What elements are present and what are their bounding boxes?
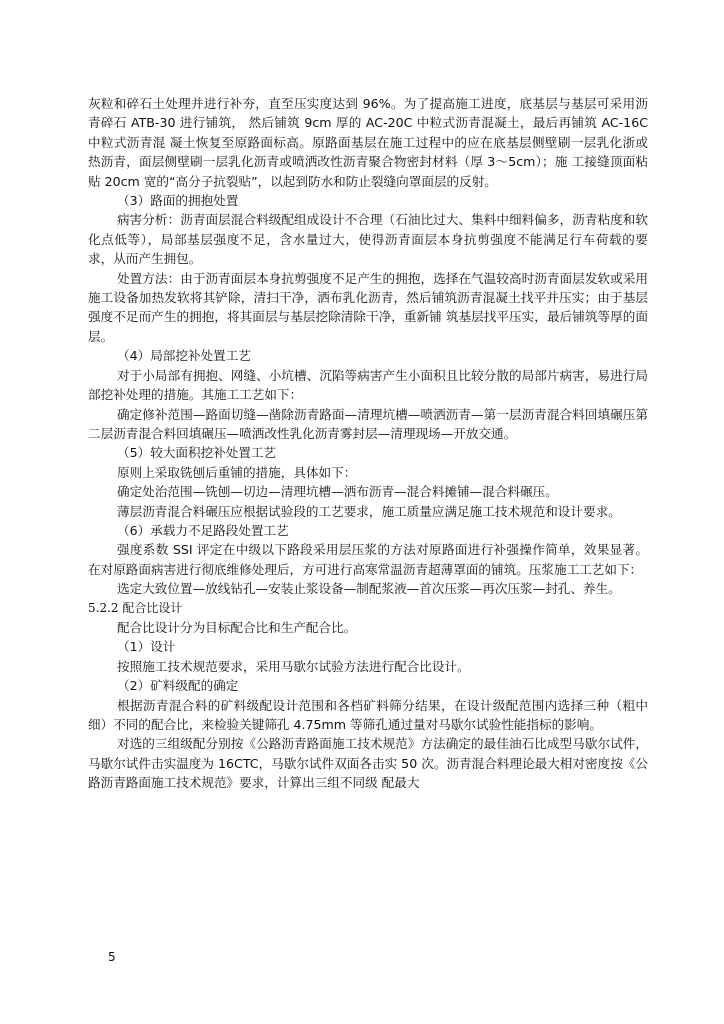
paragraph-marshall-method: 按照施工技术规范要求，采用马歇尔试验方法进行配合比设计。 [117,658,470,674]
paragraph-local-patching-steps: 确定修补范围—路面切缝—凿除沥青路面—清理坑槽—喷洒沥青—第一层沥青混合料回填碾压第二层沥青混合料回填碾压—喷洒改性乳化沥青雾封层—清理现场—开放交通。 [88,406,648,441]
paragraph-large-area-steps: 确定处治范围—铣刨—切边—清理坑槽—洒布沥青—混合料摊铺—混合料碾压。 [117,484,558,500]
paragraph-continuation: 灰粒和碎石土处理并进行补夯，直至压实度达到 96%。为了提高施工进度，底基层与基层可采用沥青碎石 ATB-30 进行铺筑， 然后铺筑 9cm 厚的 AC-20C 中粒式沥青混凝土，最后再铺筑 AC-16C 中粒式沥青混 凝土恢复至原路面标高。原路面基层在施工过程中的应在底基层侧壁刷一层乳化浙或 热沥青，面层侧壁刷一层乳化沥青或喷洒改性沥青聚合物密封材料（厚 3〜5cm）；施 工接缝顶面粘贴 20cm 宽的“高分子抗裂贴”，以起到防水和防止裂缝向罩面层的反射。 [88,96,648,189]
paragraph-large-area-principle: 原则上采取铣刨后重铺的措施，具体如下： [117,464,357,480]
heading-design: （1）设计 [117,639,176,655]
paragraph-local-patching-intro: 对于小局部有拥抱、网缝、小坑槽、沉陷等病害产生小面积且比较分散的局部片病害，易进行局部挖补处理的措施。其施工工艺如下： [88,367,648,403]
paragraph-thin-layer-requirement: 薄层沥青混合料碾压应根据试验段的工艺要求，施工质量应满足施工技术规范和设计要求。 [117,503,621,519]
heading-large-area-patching: （5）较大面积挖补处置工艺 [117,445,277,461]
paragraph-defect-analysis: 病害分析：沥青面层混合料级配组成设计不合理（石油比过大、集料中细料偏多，沥青粘度和软化点低等），局部基层强度不足，含水量过大，使得沥青面层本身抗剪强度不能满足行车荷载的要求，从而产生拥包。 [88,212,648,267]
body-text [88,94,648,793]
paragraph-gradation-selection: 根据沥青混合料的矿料级配设计范围和各档矿料筛分结果，在设计级配范围内选择三种（粗中细）不同的配合比，来检验关键筛孔 4.75mm 等筛孔通过量对马歇尔试验性能指标的影响。 [88,697,648,732]
heading-insufficient-capacity: （6）承载力不足路段处置工艺 [117,522,289,538]
heading-gradation: （2）矿料级配的确定 [117,678,239,694]
section-heading-mix-design: 5.2.2 配合比设计 [88,600,183,615]
paragraph-ssi-grouting: 强度系数 SSI 评定在中级以下路段采用层压浆的方法对原路面进行补强操作简单，效果显著。在对原路面病害进行彻底维修处理后，方可进行高寒常温沥青超薄罩面的铺筑。压浆施工工艺如下： [88,542,648,577]
heading-bulge-treatment: （3）路面的拥抱处置 [117,193,239,209]
paragraph-mix-design-intro: 配合比设计分为目标配合比和生产配合比。 [117,619,357,635]
paragraph-treatment-method: 处置方法：由于沥青面层本身抗剪强度不足产生的拥抱，选择在气温较高时沥青面层发软或采用施工设备加热发软将其铲除，清扫干净，洒布乳化沥青，然后铺筑沥青混凝土找平并压实；由于基层强度不足而产生的拥抱，将其面层与基层挖除清除干净，重新铺 筑基层找平压实，最后铺筑等厚的面层。 [88,270,648,344]
paragraph-grouting-steps: 选定大致位置—放线钻孔—安装止浆设备—制配浆液—首次压浆—再次压浆—封孔、养生。 [117,581,621,597]
page-number: 5 [108,950,116,964]
paragraph-marshall-specimens: 对选的三组级配分别按《公路沥青路面施工技术规范》方法确定的最佳油石比成型马歇尔试件，马歇尔试件击实温度为 16CTC，马歇尔试件双面各击实 50 次。沥青混合料理论最大相对密度按《公路沥青路面施工技术规范》要求，计算出三组不同级 配最大 [88,736,648,791]
heading-local-patching: （4）局部挖补处置工艺 [117,348,251,364]
